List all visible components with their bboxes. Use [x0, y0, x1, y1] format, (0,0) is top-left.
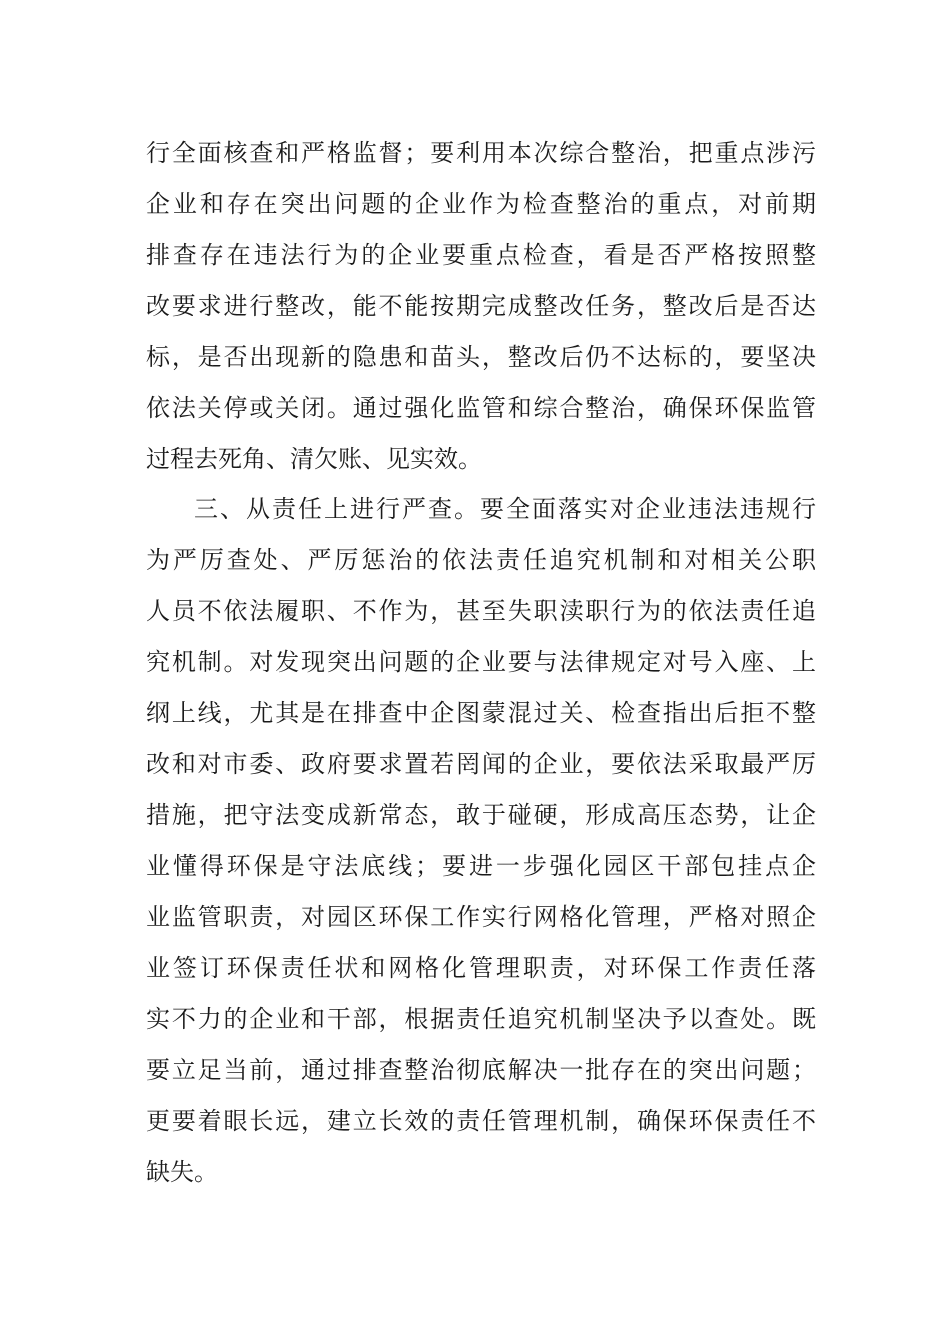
paragraph-line: 依法关停或关闭。通过强化监管和综合整治，确保环保监管: [146, 394, 816, 422]
paragraph-line: 改要求进行整改，能不能按期完成整改任务，整改后是否达: [146, 292, 816, 320]
paragraph-line: 缺失。: [146, 1158, 218, 1186]
paragraph-line: 为严厉查处、严厉惩治的依法责任追究机制和对相关公职: [146, 546, 816, 574]
paragraph-line: 业签订环保责任状和网格化管理职责，对环保工作责任落: [146, 954, 816, 982]
paragraph-line: 改和对市委、政府要求置若罔闻的企业，要依法采取最严厉: [146, 750, 816, 778]
paragraph-line: 究机制。对发现突出问题的企业要与法律规定对号入座、上: [146, 648, 816, 676]
paragraph-1: [146, 128, 816, 485]
paragraph-line: 更要着眼长远，建立长效的责任管理机制，确保环保责任不: [146, 1107, 816, 1135]
paragraph-line: 人员不依法履职、不作为，甚至失职渎职行为的依法责任追: [146, 597, 816, 625]
paragraph-line: 过程去死角、清欠账、见实效。: [146, 445, 482, 473]
paragraph-line: 标，是否出现新的隐患和苗头，整改后仍不达标的，要坚决: [146, 343, 816, 371]
paragraph-line: 三、从责任上进行严查。要全面落实对企业违法违规行: [194, 495, 816, 523]
paragraph-line: 企业和存在突出问题的企业作为检查整治的重点，对前期: [146, 190, 816, 218]
paragraph-line: 业懂得环保是守法底线；要进一步强化园区干部包挂点企: [146, 852, 816, 880]
paragraph-line: 排查存在违法行为的企业要重点检查，看是否严格按照整: [146, 241, 816, 269]
paragraph-line: 纲上线，尤其是在排查中企图蒙混过关、检查指出后拒不整: [146, 699, 816, 727]
paragraph-line: 实不力的企业和干部，根据责任追究机制坚决予以查处。既: [146, 1005, 816, 1033]
paragraph-line: 要立足当前，通过排查整治彻底解决一批存在的突出问题；: [146, 1056, 816, 1084]
paragraph-line: 业监管职责，对园区环保工作实行网格化管理，严格对照企: [146, 903, 816, 931]
paragraph-line: 措施，把守法变成新常态，敢于碰硬，形成高压态势，让企: [146, 801, 816, 829]
paragraph-2: [146, 484, 816, 1198]
paragraph-line: 行全面核查和严格监督；要利用本次综合整治，把重点涉污: [146, 139, 816, 167]
